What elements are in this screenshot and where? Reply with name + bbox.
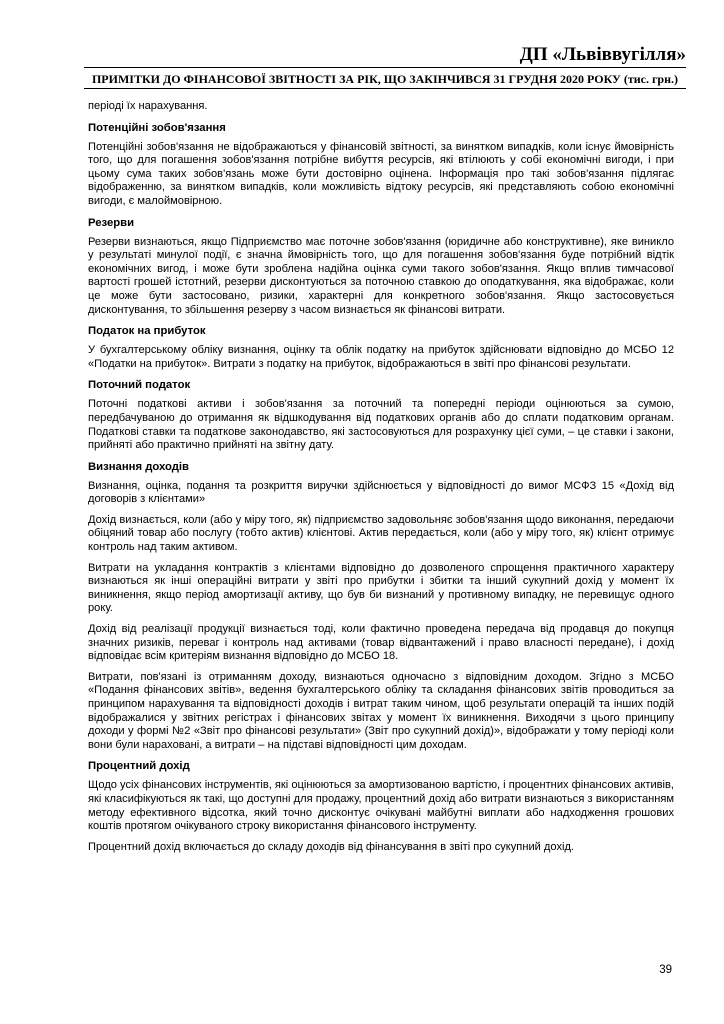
section-heading-revenue: Визнання доходів: [88, 460, 189, 473]
section-heading-provisions: Резерви: [88, 216, 135, 229]
header-rule-bottom: [84, 88, 686, 89]
paragraph: Поточні податкові активи і зобов'язання за поточний та попередні періоди оцінюються за сумою, передбачуваною до отримання як відшкодування від податкових органів або до сплати податковим органам. Податкові ставки та податкове законодавство, які застосовуються для розрахунку цієї суми, – це ставки і закони, прийняті або практично прийняті на звітну дату.: [88, 398, 674, 452]
document-subtitle: ПРИМІТКИ ДО ФІНАНСОВОЇ ЗВІТНОСТІ ЗА РІК, ЩО ЗАКІНЧИВСЯ 31 ГРУДНЯ 2020 РОКУ (тис. грн.): [91, 72, 679, 86]
paragraph: Щодо усіх фінансових інструментів, які оцінюються за амортизованою вартістю, і процентних фінансових активів, які класифікуються як такі, що доступні для продажу, процентний дохід або витрати визнаються з використанням методу ефективного відсотка, який точно дисконтує очікувані майбутні виплати або надходження грошових коштів протягом очікуваного строку використання фінансового інструменту.: [88, 779, 674, 833]
paragraph: Визнання, оцінка, подання та розкриття виручки здійснюється у відповідності до вимог МСФЗ 15 «Дохід від договорів з клієнтами»: [88, 479, 674, 506]
paragraph: Витрати, пов'язані із отриманням доходу, визнаються одночасно з відповідним доходом. Згідно з МСБО «Подання фінансових звітів», ведення бухгалтерського обліку та складання фінансових звітів проводиться за принципом нарахування та відповідності доходів і витрат таким чином, щоб результати операцій та інших подій відображалися у звітних регістрах і фінансових звітах у момент їх виникнення. Виходячи з цього принципу доходи у формі №2 «Звіт про фінансові результати» (Звіт про сукупний дохід)», відображати у тому періоді коли вони були нараховані, а витрати – на підставі відповідності цим доходам.: [88, 670, 674, 751]
section-heading-current-tax: Поточний податок: [88, 379, 191, 392]
paragraph: Дохід визнається, коли (або у міру того, як) підприємство задовольняє зобов'язання щодо виконання, передаючи обіцяний товар або послугу (тобто актив) клієнтові. Актив передається, коли (або у міру того, як) клієнт отримує контроль над таким активом.: [88, 513, 674, 554]
section-heading-contingent: Потенційні зобов'язання: [88, 121, 226, 134]
paragraph: У бухгалтерському обліку визнання, оцінку та облік податку на прибуток здійснювати відповідно до МСБО 12 «Податки на прибуток». Витрати з податку на прибуток, відображаються в звіті про фінансові результати.: [88, 344, 674, 370]
company-name: ДП «Львіввугілля»: [519, 44, 686, 65]
paragraph: Витрати на укладання контрактів з клієнтами відповідно до дозволеного спрощення практичного характеру визнаються як інші операційні витрати у звіті про прибутки і збитки та інший сукупний дохід у момент їх виникнення, якщо період амортизації активу, що був би визнаний у противному випадку, не перевищує одного року.: [88, 561, 674, 615]
paragraph: Потенційні зобов'язання не відображаються у фінансовій звітності, за винятком випадків, коли існує ймовірність того, що для погашення зобов'язання потрібне вибуття ресурсів, які втілюють у собі економічні вигоди, і при цьому сума таких зобов'язань може бути достовірно оцінена. Інформація про такі зобов'язання підлягає відображенню, за винятком випадків, коли можливість відтоку ресурсів, які представляють собою економічні вигоди, є малоймовірною.: [88, 140, 674, 207]
paragraph: Дохід від реалізації продукції визнається тоді, коли фактично проведена передача від продавця до покупця значних ризиків, переваг і контроль над активами (товар відвантажений і право власності передане), і дохід відповідає всім критеріям визнання відповідно до МСБО 18.: [88, 623, 674, 663]
header-rule-top: [84, 67, 686, 68]
paragraph: Резерви визнаються, якщо Підприємство має поточне зобов'язання (юридичне або конструктивне), яке виникло у результаті минулої події, є значна ймовірність того, що для погашення зобов'язання буде потрібний відтік економічних вигод, і може бути зроблена надійна оцінка суми такого зобов'язання. Якщо вплив тимчасової вартості грошей істотний, резерви дисконтуються за поточною ставкою до оподаткування, яка відображає, коли це може бути застосовано, ризики, характерні для конкретного зобов'язання. Якщо застосовується дисконтування, то збільшення резерву з часом визнається як фінансові витрати.: [88, 235, 674, 316]
section-heading-interest: Процентний дохід: [88, 760, 190, 773]
intro-line: періоді їх нарахування.: [88, 100, 208, 112]
page-number: 39: [659, 964, 672, 976]
paragraph: Процентний дохід включається до складу доходів від фінансування в звіті про сукупний дохід.: [88, 840, 575, 853]
document-body: [88, 100, 674, 861]
section-heading-income-tax: Податок на прибуток: [88, 325, 206, 338]
